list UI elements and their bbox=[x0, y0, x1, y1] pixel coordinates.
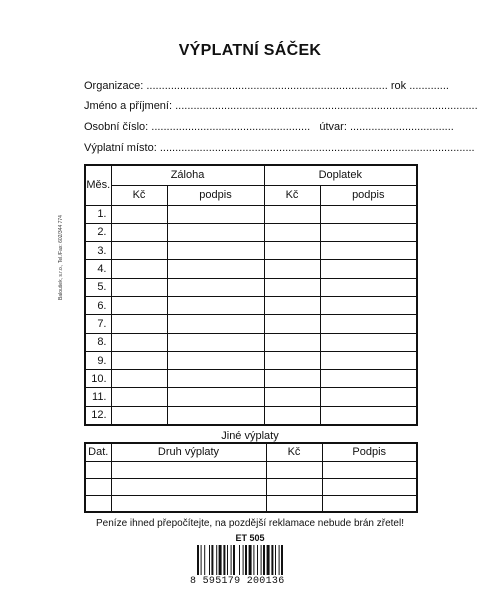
table-row bbox=[85, 370, 417, 388]
advance-kc-cell[interactable] bbox=[111, 242, 167, 260]
payment-place-field: Výplatní místo: ....................................................................................................... bbox=[84, 142, 475, 154]
advance-signature-cell[interactable] bbox=[167, 223, 264, 241]
table-row bbox=[85, 495, 417, 512]
supplement-signature-cell[interactable] bbox=[320, 205, 417, 223]
month-number: 2. bbox=[85, 223, 111, 241]
supplement-signature-cell[interactable] bbox=[320, 333, 417, 351]
supplement-signature-cell[interactable] bbox=[320, 388, 417, 406]
supplement-kc-cell[interactable] bbox=[264, 260, 320, 278]
advance-kc-cell[interactable] bbox=[111, 296, 167, 314]
personal-number-field: Osobní číslo: .................................................... útvar: .................................. bbox=[84, 121, 454, 133]
supplement-signature-cell[interactable] bbox=[320, 278, 417, 296]
payments-table bbox=[84, 164, 418, 426]
supplement-signature-cell[interactable] bbox=[320, 351, 417, 369]
other-kc-header: Kč bbox=[266, 443, 322, 461]
month-number: 7. bbox=[85, 315, 111, 333]
advance-signature-cell[interactable] bbox=[167, 333, 264, 351]
table-row bbox=[85, 333, 417, 351]
month-number: 4. bbox=[85, 260, 111, 278]
advance-signature-cell[interactable] bbox=[167, 278, 264, 296]
other-payments-label: Jiné výplaty bbox=[221, 430, 279, 442]
document-title: VÝPLATNÍ SÁČEK bbox=[178, 42, 322, 59]
advance-kc-cell[interactable] bbox=[111, 205, 167, 223]
supplement-kc-cell[interactable] bbox=[264, 315, 320, 333]
date-cell[interactable] bbox=[85, 495, 111, 512]
kc-cell[interactable] bbox=[266, 495, 322, 512]
month-number: 6. bbox=[85, 296, 111, 314]
advance-kc-cell[interactable] bbox=[111, 406, 167, 424]
payment-place-label: Výplatní místo: bbox=[84, 142, 157, 154]
month-number: 3. bbox=[85, 242, 111, 260]
advance-signature-cell[interactable] bbox=[167, 388, 264, 406]
advance-kc-header: Kč bbox=[111, 185, 167, 205]
table-row bbox=[85, 315, 417, 333]
table-row bbox=[85, 461, 417, 478]
advance-signature-cell[interactable] bbox=[167, 260, 264, 278]
table-row bbox=[85, 296, 417, 314]
signature-cell[interactable] bbox=[322, 478, 417, 495]
supplement-kc-cell[interactable] bbox=[264, 205, 320, 223]
kc-cell[interactable] bbox=[266, 461, 322, 478]
date-header: Dat. bbox=[85, 443, 111, 461]
organization-field: Organizace: ............................................................................... rok ............. bbox=[84, 80, 449, 92]
supplement-signature-header: podpis bbox=[320, 185, 417, 205]
product-code: ET 505 bbox=[235, 533, 265, 543]
advance-signature-cell[interactable] bbox=[167, 205, 264, 223]
side-imprint: Baloušek, s.r.o., Tel./Fax: 602/344 774 bbox=[58, 215, 64, 300]
month-number: 1. bbox=[85, 205, 111, 223]
table-row bbox=[85, 388, 417, 406]
supplement-signature-cell[interactable] bbox=[320, 315, 417, 333]
date-cell[interactable] bbox=[85, 461, 111, 478]
table-row bbox=[85, 260, 417, 278]
date-cell[interactable] bbox=[85, 478, 111, 495]
month-header: Měs. bbox=[85, 165, 111, 205]
supplement-kc-cell[interactable] bbox=[264, 333, 320, 351]
department-label: útvar: bbox=[319, 121, 347, 133]
year-label: rok bbox=[390, 80, 407, 92]
footer-note: Peníze ihned přepočítejte, na pozdější reklamace nebude brán zřetel! bbox=[96, 518, 404, 529]
supplement-kc-cell[interactable] bbox=[264, 406, 320, 424]
advance-signature-cell[interactable] bbox=[167, 406, 264, 424]
advance-kc-cell[interactable] bbox=[111, 333, 167, 351]
organization-label: Organizace: bbox=[84, 80, 144, 92]
name-label: Jméno a příjmení: bbox=[84, 100, 173, 112]
payment-type-cell[interactable] bbox=[111, 461, 266, 478]
name-field: Jméno a příjmení: ................................................................................................... bbox=[84, 100, 478, 112]
supplement-kc-cell[interactable] bbox=[264, 351, 320, 369]
advance-kc-cell[interactable] bbox=[111, 351, 167, 369]
other-signature-header: Podpis bbox=[322, 443, 417, 461]
supplement-kc-header: Kč bbox=[264, 185, 320, 205]
table-row bbox=[85, 278, 417, 296]
signature-cell[interactable] bbox=[322, 461, 417, 478]
signature-cell[interactable] bbox=[322, 495, 417, 512]
advance-signature-header: podpis bbox=[167, 185, 264, 205]
barcode bbox=[197, 545, 303, 575]
advance-signature-cell[interactable] bbox=[167, 242, 264, 260]
advance-header: Záloha bbox=[111, 165, 264, 185]
supplement-kc-cell[interactable] bbox=[264, 242, 320, 260]
supplement-signature-cell[interactable] bbox=[320, 260, 417, 278]
payment-type-cell[interactable] bbox=[111, 478, 266, 495]
table-row bbox=[85, 406, 417, 424]
supplement-kc-cell[interactable] bbox=[264, 223, 320, 241]
month-number: 12. bbox=[85, 406, 111, 424]
payment-type-header: Druh výplaty bbox=[111, 443, 266, 461]
table-row bbox=[85, 242, 417, 260]
personal-number-label: Osobní číslo: bbox=[84, 121, 149, 133]
supplement-signature-cell[interactable] bbox=[320, 296, 417, 314]
table-row bbox=[85, 205, 417, 223]
month-number: 9. bbox=[85, 351, 111, 369]
supplement-kc-cell[interactable] bbox=[264, 296, 320, 314]
payment-type-cell[interactable] bbox=[111, 495, 266, 512]
supplement-kc-cell[interactable] bbox=[264, 370, 320, 388]
month-number: 5. bbox=[85, 278, 111, 296]
supplement-header: Doplatek bbox=[264, 165, 417, 185]
other-payments-table bbox=[84, 442, 418, 513]
supplement-signature-cell[interactable] bbox=[320, 223, 417, 241]
advance-signature-cell[interactable] bbox=[167, 315, 264, 333]
advance-kc-cell[interactable] bbox=[111, 370, 167, 388]
kc-cell[interactable] bbox=[266, 478, 322, 495]
supplement-kc-cell[interactable] bbox=[264, 278, 320, 296]
advance-kc-cell[interactable] bbox=[111, 223, 167, 241]
supplement-signature-cell[interactable] bbox=[320, 370, 417, 388]
supplement-signature-cell[interactable] bbox=[320, 406, 417, 424]
barcode-number: 8 595179 200136 bbox=[190, 576, 285, 587]
advance-kc-cell[interactable] bbox=[111, 278, 167, 296]
table-row bbox=[85, 351, 417, 369]
month-number: 8. bbox=[85, 333, 111, 351]
month-number: 11. bbox=[85, 388, 111, 406]
month-number: 10. bbox=[85, 370, 111, 388]
advance-signature-cell[interactable] bbox=[167, 370, 264, 388]
advance-kc-cell[interactable] bbox=[111, 260, 167, 278]
table-row bbox=[85, 478, 417, 495]
advance-signature-cell[interactable] bbox=[167, 296, 264, 314]
advance-kc-cell[interactable] bbox=[111, 388, 167, 406]
advance-signature-cell[interactable] bbox=[167, 351, 264, 369]
supplement-signature-cell[interactable] bbox=[320, 242, 417, 260]
supplement-kc-cell[interactable] bbox=[264, 388, 320, 406]
table-row bbox=[85, 223, 417, 241]
advance-kc-cell[interactable] bbox=[111, 315, 167, 333]
